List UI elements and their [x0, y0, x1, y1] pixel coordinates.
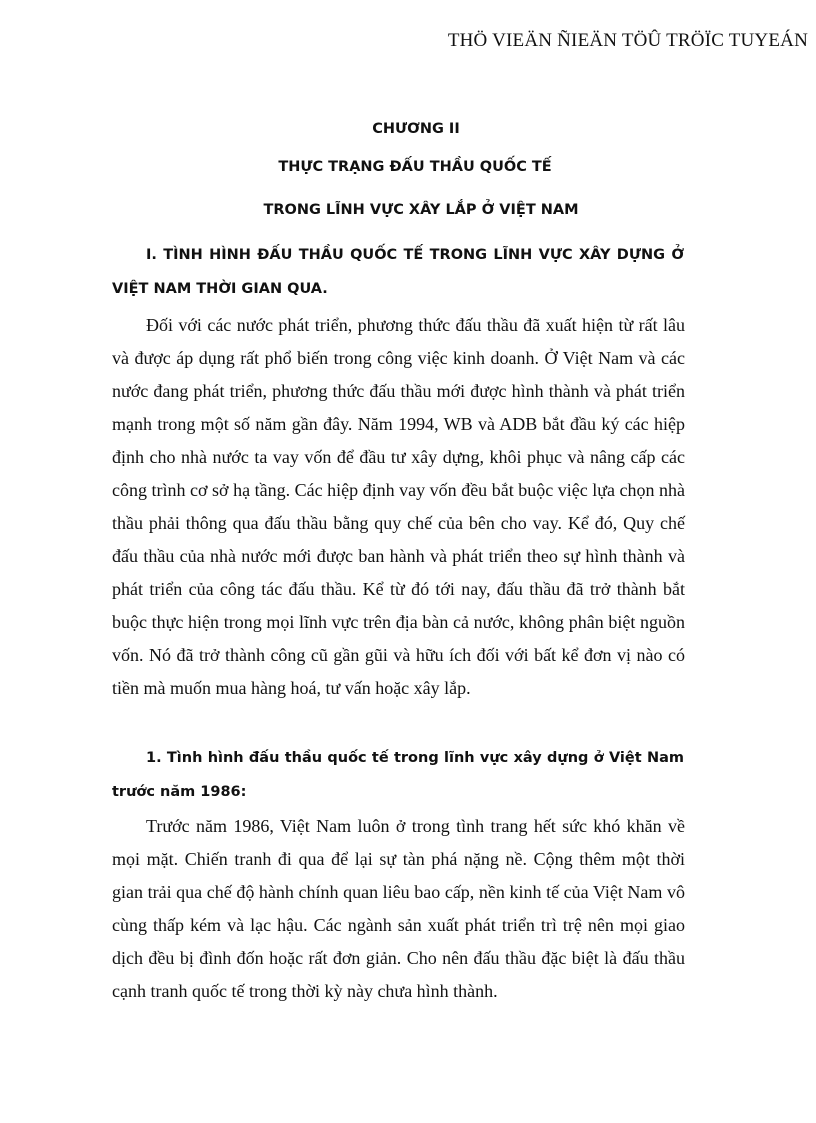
- subsection-1-paragraph: Trước năm 1986, Việt Nam luôn ở trong tình trang hết sức khó khăn về mọi mặt. Chiến tranh đi qua để lại sự tàn phá nặng nề. Cộng thêm một thời gian trải qua chế độ hành chính quan liêu bao cấp, nền kinh tế của Việt Nam vô cùng thấp kém và lạc hậu. Các ngành sản xuất phát triển trì trệ nên mọi giao dịch đều bị đình đốn hoặc rất đơn giản. Cho nên đấu thầu đặc biệt là đấu thầu cạnh tranh quốc tế trong thời kỳ này chưa hình thành.: [112, 816, 685, 1001]
- running-header: THÖ VIEÄN ÑIEÄN TÖÛ TRÖÏC TUYEÁN: [447, 30, 808, 51]
- section-heading-1: I. TÌNH HÌNH ĐẤU THẦU QUỐC TẾ TRONG LĨNH VỰC XÂY DỰNG Ở VIỆT NAM THỜI GIAN QUA.: [112, 247, 684, 297]
- chapter-title-line-2: TRONG LĨNH VỰC XÂY LẮP Ở VIỆT NAM: [263, 202, 579, 218]
- chapter-label: CHƯƠNG II: [372, 121, 460, 137]
- chapter-title-line-1: THỰC TRẠNG ĐẤU THẦU QUỐC TẾ: [278, 159, 552, 175]
- section-1-paragraph: Đối với các nước phát triển, phương thức đấu thầu đã xuất hiện từ rất lâu và được áp dụng rất phổ biến trong công việc kinh doanh. Ở Việt Nam và các nước đang phát triển, phương thức đấu thầu mới được hình thành và phát triển mạnh trong một số năm gần đây. Năm 1994, WB và ADB bắt đầu ký các hiệp định cho nhà nước ta vay vốn để đầu tư xây dựng, khôi phục và nâng cấp các công trình cơ sở hạ tầng. Các hiệp định vay vốn đều bắt buộc việc lựa chọn nhà thầu phải thông qua đấu thầu bằng quy chế của bên cho vay. Kể đó, Quy chế đấu thầu của nhà nước mới được ban hành và phát triển theo sự hình thành và phát triển của công tác đấu thầu. Kể từ đó tới nay, đấu thầu đã trở thành bắt buộc thực hiện trong mọi lĩnh vực trên địa bàn cả nước, không phân biệt nguồn vốn. Nó đã trở thành công cũ gần gũi và hữu ích đối với bất kể đơn vị nào có tiền mà muốn mua hàng hoá, tư vấn hoặc xây lắp.: [112, 315, 685, 698]
- subsection-heading-1: 1. Tình hình đấu thầu quốc tế trong lĩnh vực xây dựng ở Việt Nam trước năm 1986:: [112, 750, 684, 800]
